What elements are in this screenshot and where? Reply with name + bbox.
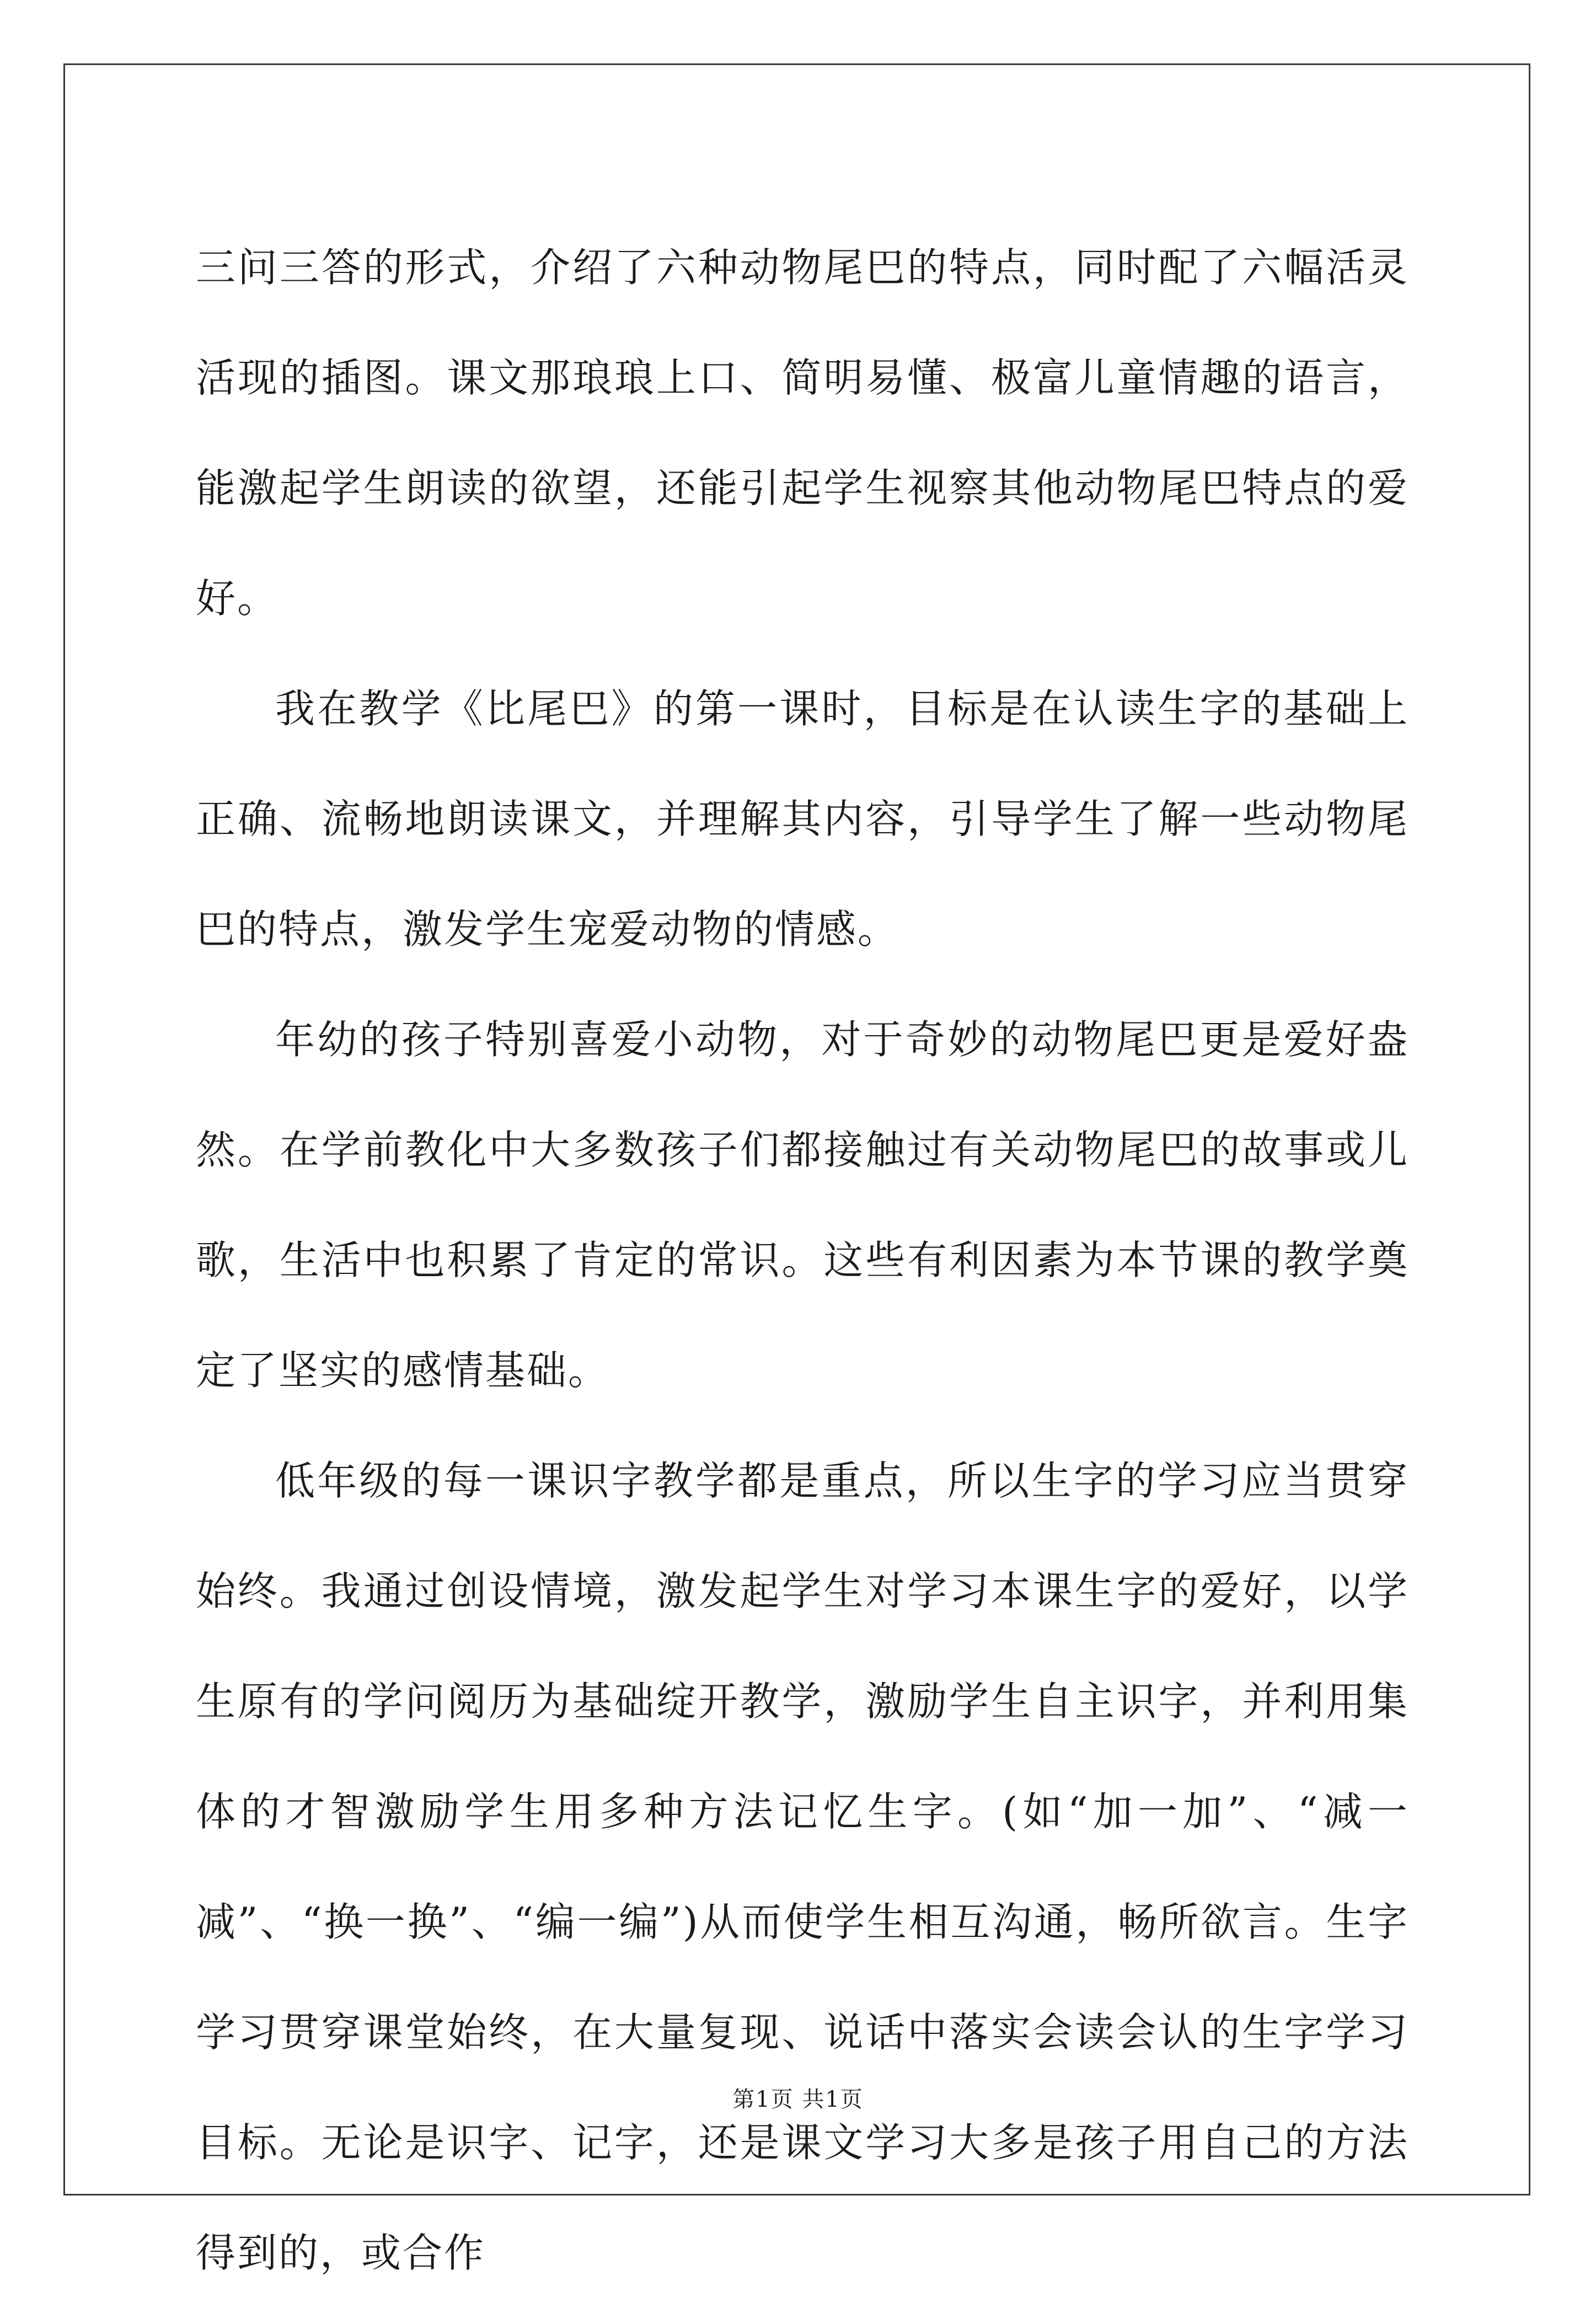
paragraph-4: 低年级的每一课识字教学都是重点，所以生字的学习应当贯穿始终。我通过创设情境，激发起学生对学习本课生字的爱好，以学生原有的学问阅历为基础绽开教学，激励学生自主识字，并利用集体的才智激励学生用多种方法记忆生字。(如“加一加”、“减一减”、“换一换”、“编一编”)从而使学生相互沟通，畅所欲言。生字学习贯穿课堂始终，在大量复现、说话中落实会读会认的生字学习目标。无论是识字、记字，还是课文学习大多是孩子用自己的方法得到的，或合作 [196,1458,1409,2276]
document-body [196,212,1409,2308]
paragraph-3: 年幼的孩子特别喜爱小动物，对于奇妙的动物尾巴更是爱好盎然。在学前教化中大多数孩子们都接触过有关动物尾巴的故事或儿歌，生活中也积累了肯定的常识。这些有利因素为本节课的教学奠定了坚实的感情基础。 [196,1016,1409,1394]
paragraph-2: 我在教学《比尾巴》的第一课时，目标是在认读生字的基础上正确、流畅地朗读课文，并理解其内容，引导学生了解一些动物尾巴的特点，激发学生宠爱动物的情感。 [196,686,1409,952]
page-footer: 第1页 共1页 [732,2087,864,2112]
paragraph-1: 三问三答的形式，介绍了六种动物尾巴的特点，同时配了六幅活灵活现的插图。课文那琅琅上口、简明易懂、极富儿童情趣的语言，能激起学生朗读的欲望，还能引起学生视察其他动物尾巴特点的爱好。 [196,244,1409,622]
